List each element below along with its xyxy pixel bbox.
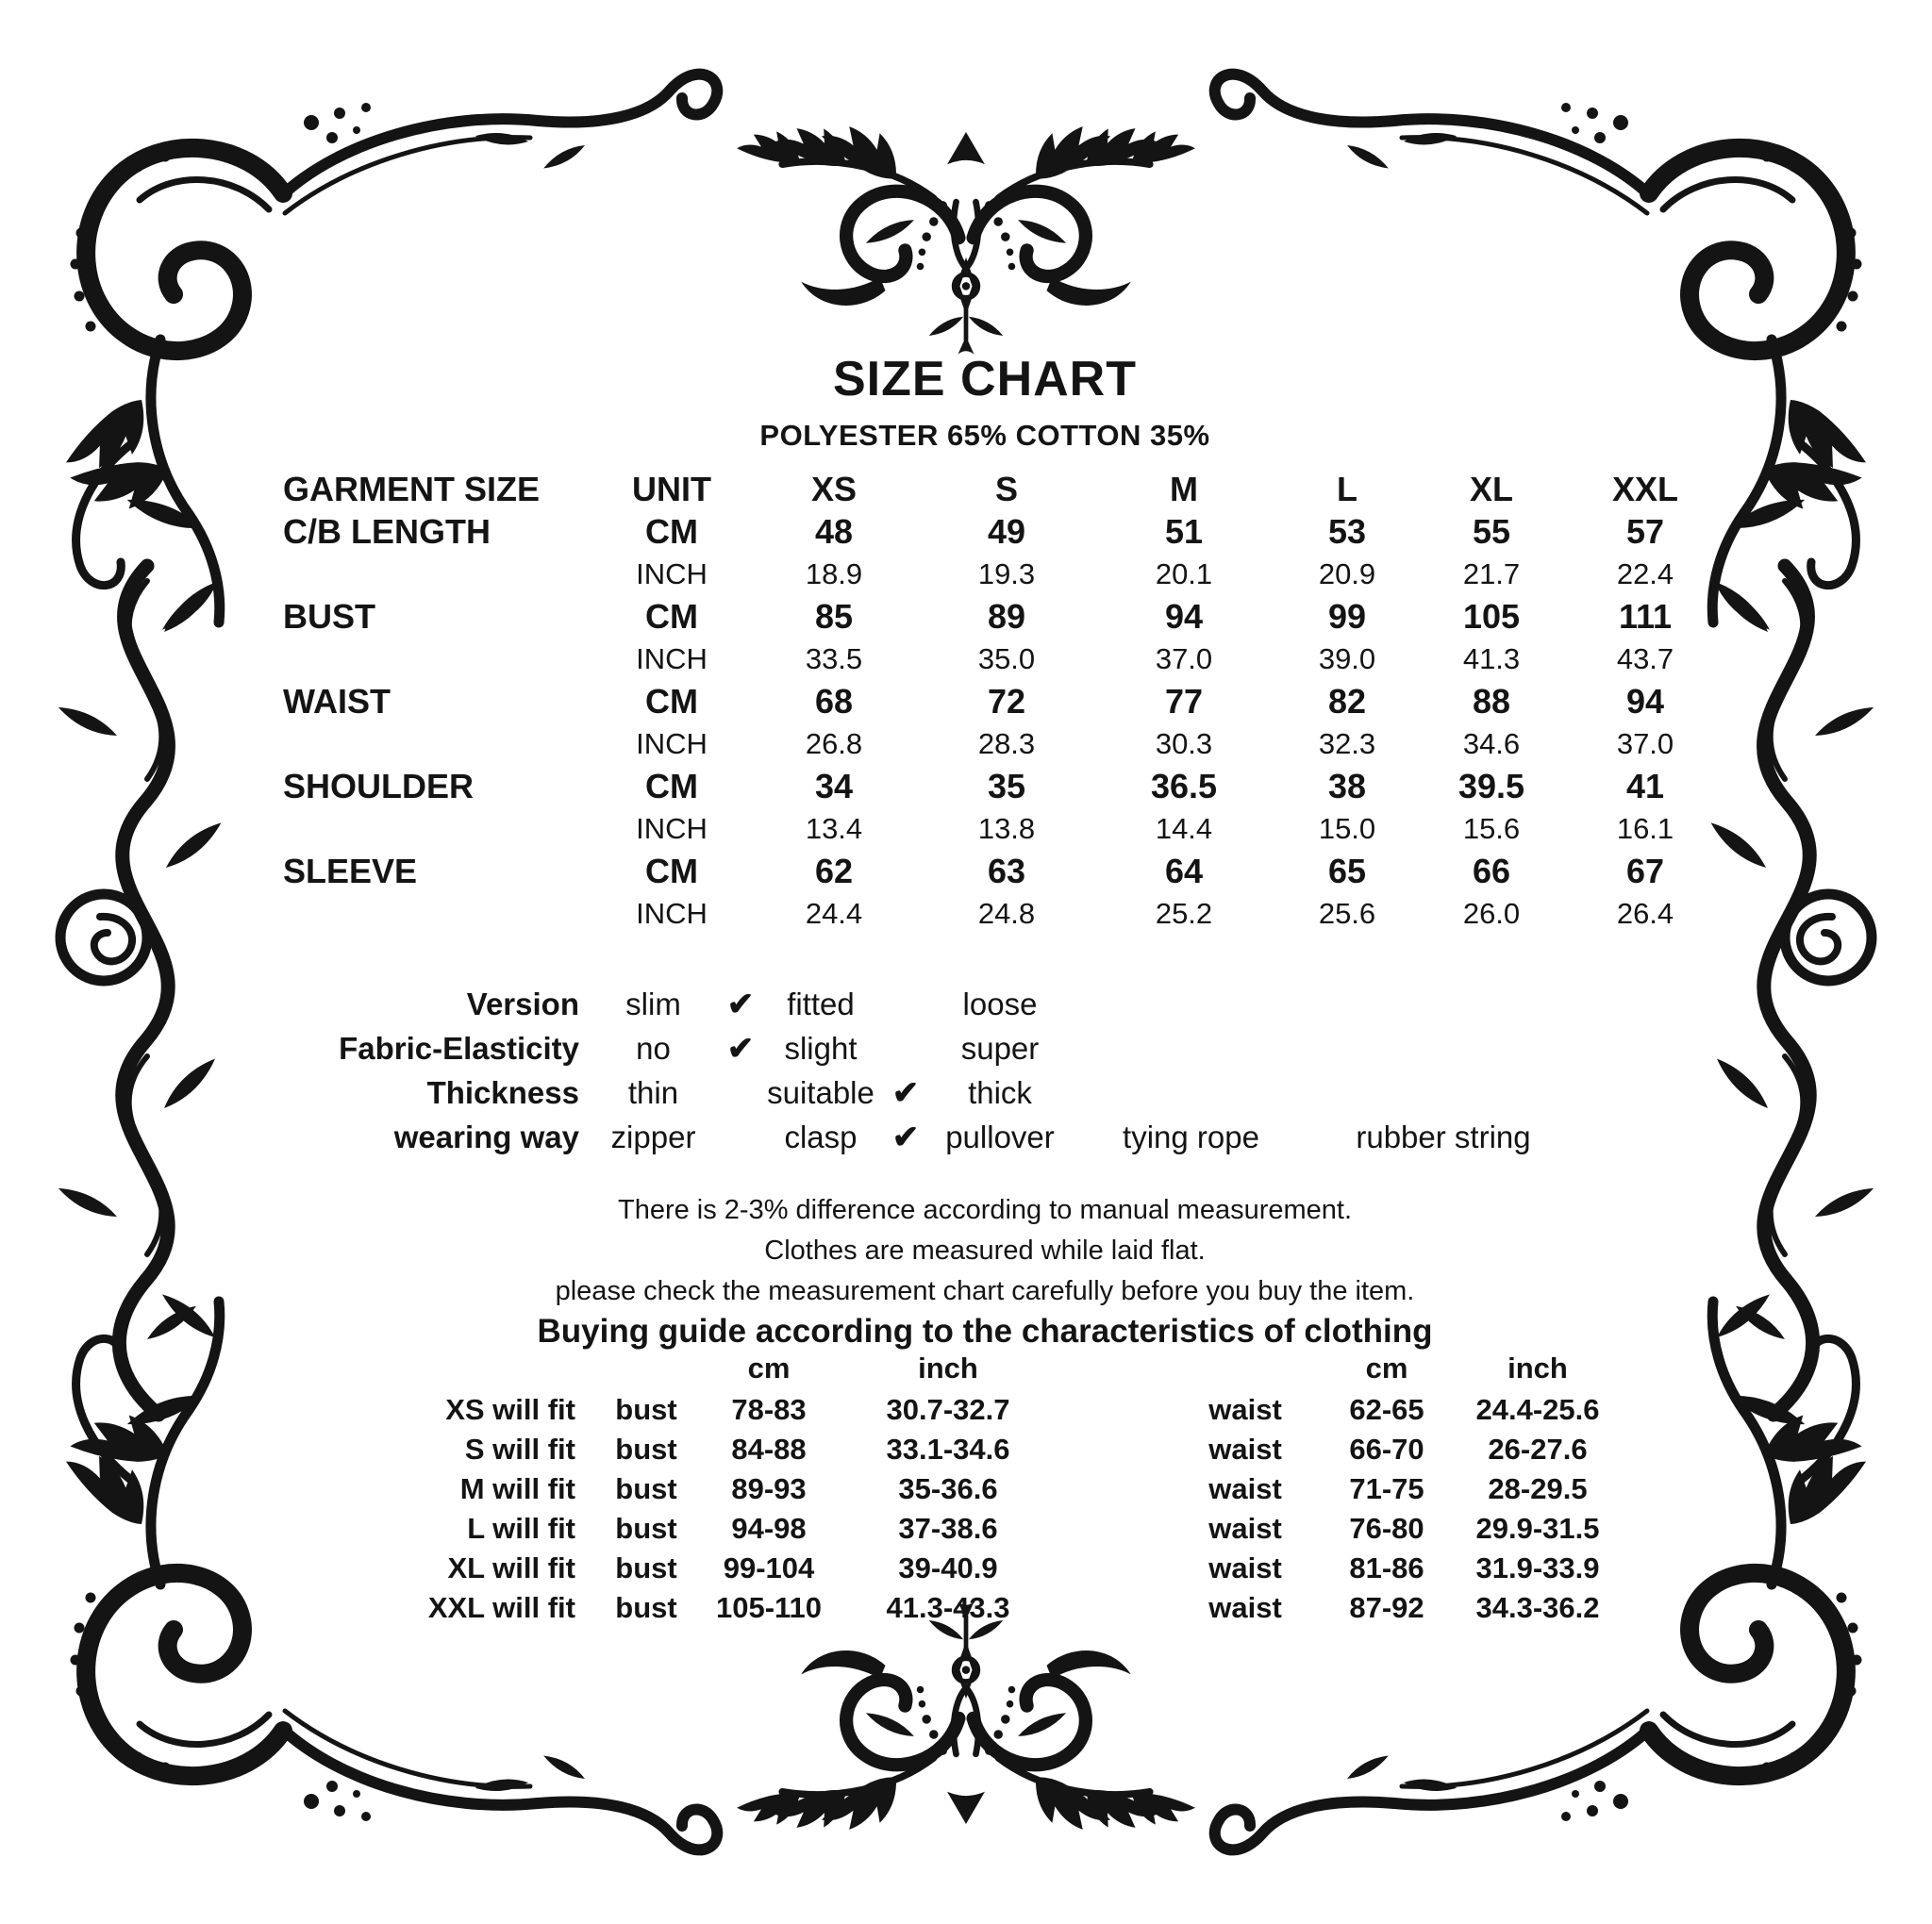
guide-cell: 81-86 xyxy=(1349,1551,1424,1584)
size-value-cell: 25.2 xyxy=(1155,896,1213,930)
size-value-cell: 51 xyxy=(1164,511,1204,551)
guide-cell: bust xyxy=(615,1551,677,1584)
guide-cell: waist xyxy=(1208,1393,1282,1426)
note-line: please check the measurement chart carefully before you buy the item. xyxy=(555,1276,1415,1306)
size-value-cell: 94 xyxy=(1164,596,1204,636)
size-table-header-row xyxy=(283,468,1736,510)
size-value-cell: 22.4 xyxy=(1616,556,1674,590)
size-value-cell: 32.3 xyxy=(1318,726,1376,760)
guide-cell: waist xyxy=(1208,1472,1282,1505)
guide-row xyxy=(283,1390,1641,1430)
guide-cell: 24.4-25.6 xyxy=(1475,1393,1600,1426)
size-value-cell: 53 xyxy=(1327,511,1367,551)
size-table-corner-label: GARMENT SIZE xyxy=(283,469,541,508)
check-mark-icon: ✔ xyxy=(726,1030,755,1067)
size-value-cell: 82 xyxy=(1327,681,1367,721)
guide-cell: 37-38.6 xyxy=(898,1512,998,1545)
guide-cell: 78-83 xyxy=(731,1393,807,1426)
guide-cell: 89-93 xyxy=(731,1472,807,1505)
size-value-cell: 39.0 xyxy=(1318,641,1376,675)
size-value-cell: 15.0 xyxy=(1318,811,1376,845)
size-value-cell: 33.5 xyxy=(805,641,863,675)
guide-cell: 87-92 xyxy=(1349,1591,1424,1624)
attribute-option: tying rope xyxy=(1123,1119,1259,1154)
size-value-cell: 14.4 xyxy=(1155,811,1213,845)
buying-guide-heading: Buying guide according to the characteristics of clothing xyxy=(537,1313,1433,1350)
guide-cell: 76-80 xyxy=(1349,1512,1424,1545)
attribute-label: Version xyxy=(466,986,579,1021)
size-value-cell: 89 xyxy=(987,596,1026,636)
guide-unit-header: cm xyxy=(1365,1352,1408,1385)
size-value-cell: 18.9 xyxy=(805,556,863,590)
guide-row xyxy=(283,1430,1641,1469)
guide-cell: waist xyxy=(1208,1433,1282,1466)
attribute-option: fitted xyxy=(787,986,855,1021)
measure-label: SLEEVE xyxy=(283,851,418,890)
size-column-header: XL xyxy=(1469,469,1513,508)
size-table-row xyxy=(283,595,1736,638)
size-value-cell: 35 xyxy=(987,766,1026,805)
attribute-option: pullover xyxy=(945,1119,1055,1154)
size-value-cell: 105 xyxy=(1462,596,1521,636)
garment-attributes xyxy=(283,982,1604,1159)
size-table-row xyxy=(283,807,1736,850)
size-value-cell: 38 xyxy=(1327,766,1367,805)
size-value-cell: 16.1 xyxy=(1616,811,1674,845)
size-value-cell: 57 xyxy=(1625,511,1665,551)
attribute-option: thick xyxy=(968,1074,1032,1110)
unit-column-header: UNIT xyxy=(632,469,711,508)
unit-cell: CM xyxy=(645,511,698,551)
guide-cell: bust xyxy=(615,1433,677,1466)
check-mark-icon: ✔ xyxy=(726,986,755,1022)
size-table-row xyxy=(283,850,1736,892)
attribute-option: super xyxy=(960,1030,1040,1066)
fabric-composition: POLYESTER 65% COTTON 35% xyxy=(759,419,1210,452)
unit-cell: INCH xyxy=(636,556,708,590)
unit-cell: INCH xyxy=(636,896,708,930)
buying-guide-table xyxy=(283,1347,1641,1628)
guide-cell: 35-36.6 xyxy=(898,1472,998,1505)
size-value-cell: 24.8 xyxy=(977,896,1036,930)
attribute-row xyxy=(283,1070,1604,1115)
size-column-header: L xyxy=(1337,469,1357,508)
attribute-option: loose xyxy=(962,986,1038,1021)
measure-label: SHOULDER xyxy=(283,766,475,805)
size-value-cell: 21.7 xyxy=(1462,556,1521,590)
guide-size-label: XL will fit xyxy=(447,1551,575,1584)
guide-cell: 39-40.9 xyxy=(898,1551,998,1584)
guide-cell: 33.1-34.6 xyxy=(886,1433,1010,1466)
unit-cell: INCH xyxy=(636,641,708,675)
size-table-row xyxy=(283,680,1736,722)
size-table-row xyxy=(283,722,1736,765)
attribute-label: Fabric-Elasticity xyxy=(339,1030,579,1066)
size-table-row xyxy=(283,510,1736,553)
attribute-row xyxy=(283,982,1604,1026)
size-column-header: S xyxy=(994,469,1018,508)
size-value-cell: 41 xyxy=(1625,766,1665,805)
guide-unit-header: inch xyxy=(1507,1352,1568,1385)
size-value-cell: 62 xyxy=(814,851,854,890)
attribute-row xyxy=(283,1026,1604,1070)
size-value-cell: 19.3 xyxy=(977,556,1036,590)
size-column-header: XXL xyxy=(1611,469,1678,508)
size-value-cell: 26.0 xyxy=(1462,896,1521,930)
attribute-option: clasp xyxy=(784,1119,858,1154)
size-value-cell: 94 xyxy=(1625,681,1665,721)
size-value-cell: 35.0 xyxy=(977,641,1036,675)
measure-label: C/B LENGTH xyxy=(283,511,491,551)
size-value-cell: 111 xyxy=(1618,596,1673,636)
attribute-option: slim xyxy=(625,986,681,1021)
size-value-cell: 65 xyxy=(1327,851,1367,890)
size-table-row xyxy=(283,553,1736,595)
size-table-row xyxy=(283,638,1736,680)
guide-cell: waist xyxy=(1208,1512,1282,1545)
guide-cell: waist xyxy=(1208,1551,1282,1584)
guide-cell: 31.9-33.9 xyxy=(1475,1551,1600,1584)
guide-cell: bust xyxy=(615,1472,677,1505)
size-value-cell: 20.9 xyxy=(1318,556,1376,590)
unit-cell: INCH xyxy=(636,811,708,845)
size-value-cell: 36.5 xyxy=(1150,766,1218,805)
attribute-row xyxy=(283,1115,1604,1159)
guide-cell: 34.3-36.2 xyxy=(1475,1591,1600,1624)
note-line: There is 2-3% difference according to manual measurement. xyxy=(617,1195,1353,1225)
size-value-cell: 34 xyxy=(814,766,854,805)
guide-cell: 28-29.5 xyxy=(1488,1472,1588,1505)
size-value-cell: 37.0 xyxy=(1616,726,1674,760)
size-table-row xyxy=(283,892,1736,935)
size-value-cell: 34.6 xyxy=(1462,726,1521,760)
page-title: SIZE CHART xyxy=(833,352,1137,406)
guide-size-label: S will fit xyxy=(464,1433,575,1466)
size-value-cell: 13.8 xyxy=(977,811,1036,845)
size-value-cell: 15.6 xyxy=(1462,811,1521,845)
guide-cell: 71-75 xyxy=(1349,1472,1424,1505)
guide-cell: 94-98 xyxy=(731,1512,807,1545)
measure-label: BUST xyxy=(283,596,375,636)
size-value-cell: 64 xyxy=(1164,851,1204,890)
measure-label: WAIST xyxy=(283,681,391,721)
attribute-option: rubber string xyxy=(1356,1119,1531,1154)
guide-cell: bust xyxy=(615,1512,677,1545)
unit-cell: INCH xyxy=(636,726,708,760)
size-value-cell: 55 xyxy=(1472,511,1511,551)
size-value-cell: 99 xyxy=(1327,596,1367,636)
size-column-header: M xyxy=(1170,469,1198,508)
guide-cell: 41.3-43.3 xyxy=(886,1591,1010,1624)
size-value-cell: 49 xyxy=(987,511,1026,551)
size-value-cell: 68 xyxy=(814,681,854,721)
size-value-cell: 25.6 xyxy=(1318,896,1376,930)
guide-row xyxy=(283,1469,1641,1509)
size-value-cell: 63 xyxy=(987,851,1026,890)
guide-cell: 30.7-32.7 xyxy=(886,1393,1010,1426)
measurement-notes xyxy=(38,1190,1932,1312)
guide-cell: 62-65 xyxy=(1349,1393,1424,1426)
guide-unit-header: inch xyxy=(918,1352,978,1385)
guide-header-row xyxy=(283,1347,1641,1390)
size-value-cell: 41.3 xyxy=(1462,641,1521,675)
guide-row xyxy=(283,1549,1641,1588)
size-value-cell: 28.3 xyxy=(977,726,1036,760)
guide-cell: 105-110 xyxy=(715,1591,823,1624)
attribute-label: wearing way xyxy=(393,1119,579,1154)
size-value-cell: 20.1 xyxy=(1155,556,1213,590)
size-value-cell: 39.5 xyxy=(1457,766,1525,805)
guide-unit-header: cm xyxy=(747,1352,791,1385)
unit-cell: CM xyxy=(645,851,698,890)
unit-cell: CM xyxy=(645,766,698,805)
size-value-cell: 43.7 xyxy=(1616,641,1674,675)
size-value-cell: 24.4 xyxy=(805,896,863,930)
size-table-row xyxy=(283,765,1736,807)
guide-cell: 66-70 xyxy=(1349,1433,1424,1466)
guide-cell: 99-104 xyxy=(723,1551,815,1584)
guide-size-label: M will fit xyxy=(459,1472,575,1505)
attribute-option: slight xyxy=(784,1030,858,1066)
check-mark-icon: ✔ xyxy=(891,1119,920,1155)
size-value-cell: 30.3 xyxy=(1155,726,1213,760)
guide-row xyxy=(283,1509,1641,1549)
attribute-option: no xyxy=(636,1030,671,1066)
guide-cell: bust xyxy=(615,1393,677,1426)
size-value-cell: 26.8 xyxy=(805,726,863,760)
size-value-cell: 85 xyxy=(814,596,854,636)
attribute-option: thin xyxy=(627,1074,679,1110)
attribute-option: suitable xyxy=(767,1074,874,1110)
size-value-cell: 77 xyxy=(1164,681,1204,721)
guide-size-label: XS will fit xyxy=(445,1393,575,1426)
guide-cell: bust xyxy=(615,1591,677,1624)
size-value-cell: 88 xyxy=(1472,681,1511,721)
size-value-cell: 72 xyxy=(987,681,1026,721)
size-column-header: XS xyxy=(810,469,858,508)
size-value-cell: 37.0 xyxy=(1155,641,1213,675)
note-line: Clothes are measured while laid flat. xyxy=(764,1236,1206,1266)
size-value-cell: 26.4 xyxy=(1616,896,1674,930)
unit-cell: CM xyxy=(645,681,698,721)
guide-cell: 84-88 xyxy=(731,1433,807,1466)
unit-cell: CM xyxy=(645,596,698,636)
check-mark-icon: ✔ xyxy=(891,1074,920,1111)
guide-cell: 29.9-31.5 xyxy=(1475,1512,1600,1545)
guide-row xyxy=(283,1588,1641,1628)
size-value-cell: 67 xyxy=(1625,851,1665,890)
guide-size-label: XXL will fit xyxy=(427,1591,575,1624)
size-value-cell: 66 xyxy=(1472,851,1511,890)
guide-size-label: L will fit xyxy=(467,1512,575,1545)
attribute-option: zipper xyxy=(610,1119,696,1154)
size-value-cell: 13.4 xyxy=(805,811,863,845)
guide-cell: waist xyxy=(1208,1591,1282,1624)
guide-cell: 26-27.6 xyxy=(1488,1433,1588,1466)
size-table xyxy=(283,468,1736,935)
size-value-cell: 48 xyxy=(814,511,854,551)
attribute-label: Thickness xyxy=(426,1074,579,1110)
